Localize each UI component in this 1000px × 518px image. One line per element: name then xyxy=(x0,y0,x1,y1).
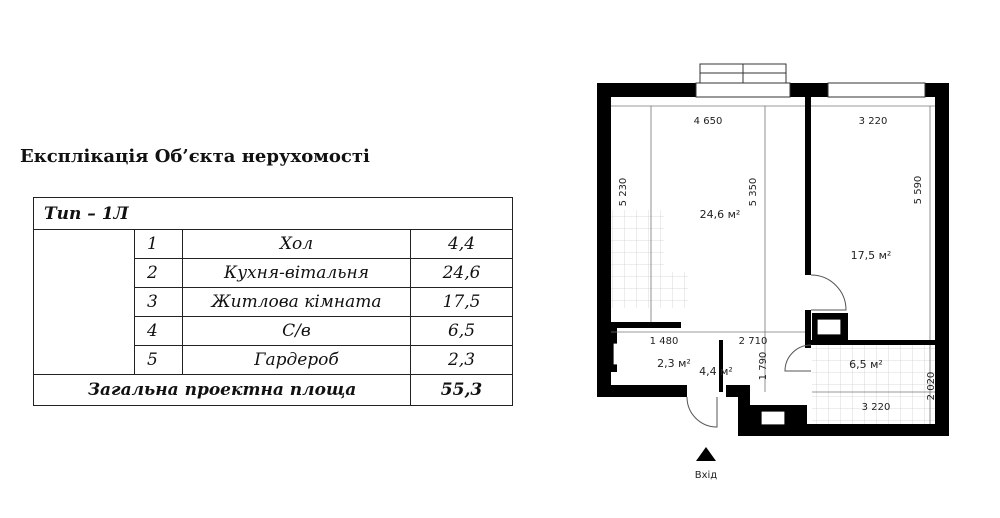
room-area-label: 2,3 м² xyxy=(657,357,691,370)
room-name: Житлова кімната xyxy=(183,288,411,317)
room-number: 1 xyxy=(135,230,183,259)
dimension-label: 1 790 xyxy=(758,351,769,381)
dimension-label: 4 650 xyxy=(693,116,723,127)
kitchen-tile-zone xyxy=(611,210,664,308)
room-number: 3 xyxy=(135,288,183,317)
room-number: 2 xyxy=(135,259,183,288)
dimension-label: 5 230 xyxy=(618,177,629,207)
dimension-label: 2 020 xyxy=(926,371,937,401)
room-area-label: 4,4 м² xyxy=(699,365,733,378)
bathroom-tile-zone xyxy=(812,342,942,430)
dimension-label: 2 710 xyxy=(738,336,768,347)
kitchen-tile-zone xyxy=(664,272,688,308)
room-number: 5 xyxy=(135,346,183,375)
room-area-label: 24,6 м² xyxy=(699,208,741,221)
room-name: Хол xyxy=(183,230,411,259)
room-name: Гардероб xyxy=(183,346,411,375)
triangle-up-icon xyxy=(696,447,716,461)
total-value: 55,3 xyxy=(411,375,513,406)
entrance-label: Вхід xyxy=(694,470,718,481)
room-area: 2,3 xyxy=(411,346,513,375)
dimension-label: 5 350 xyxy=(748,177,759,207)
room-name: Кухня-вітальня xyxy=(183,259,411,288)
room-area: 24,6 xyxy=(411,259,513,288)
room-number: 4 xyxy=(135,317,183,346)
apartment-type: Тип – 1Л xyxy=(34,198,513,230)
room-area: 4,4 xyxy=(411,230,513,259)
room-area: 6,5 xyxy=(411,317,513,346)
page-title: Експлікація Об’єкта нерухомості xyxy=(20,146,370,167)
dimension-label: 3 220 xyxy=(858,116,888,127)
room-area: 17,5 xyxy=(411,288,513,317)
dimension-label: 3 220 xyxy=(861,402,891,413)
total-label: Загальна проектна площа xyxy=(34,375,411,406)
room-name: С/в xyxy=(183,317,411,346)
room-area-label: 6,5 м² xyxy=(849,358,883,371)
room-area-label: 17,5 м² xyxy=(850,249,892,262)
dimension-label: 1 480 xyxy=(649,336,679,347)
dimension-label: 5 590 xyxy=(913,175,924,205)
